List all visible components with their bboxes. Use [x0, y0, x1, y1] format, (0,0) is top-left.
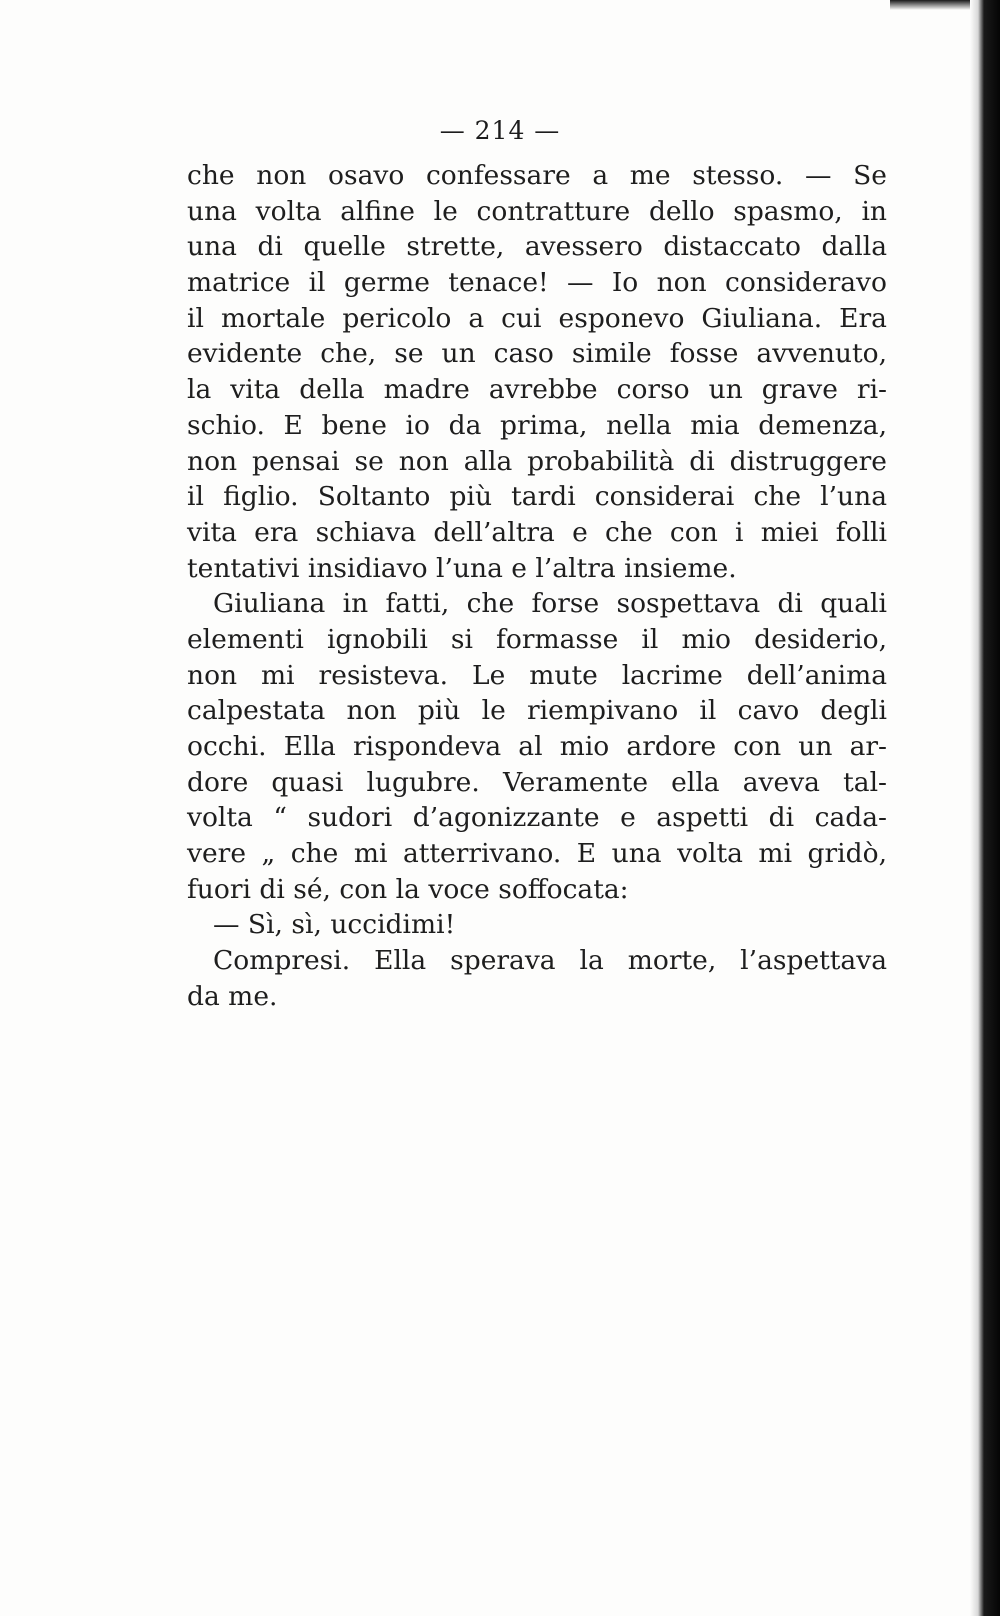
text-line: occhi. Ella rispondeva al mio ardore con un ar-	[187, 731, 887, 762]
text-line: schio. E bene io da prima, nella mia demenza,	[187, 409, 887, 441]
text-line: elementi ignobili si formasse il mio desiderio,	[187, 623, 887, 655]
text-line: la vita della madre avrebbe corso un grave ri-	[187, 374, 887, 406]
text-line: vita era schiava dell’altra e che con i miei folli	[187, 516, 887, 548]
page-number: — 214 —	[439, 116, 561, 145]
text-line: — Sì, sì, uccidimi!	[213, 909, 456, 941]
text-line: non mi resisteva. Le mute lacrime dell’anima	[187, 659, 887, 691]
text-line: dore quasi lugubre. Veramente ella aveva tal-	[187, 766, 887, 798]
text-line: non pensai se non alla probabilità di distruggere	[187, 445, 887, 477]
body-text	[187, 158, 887, 1015]
text-line: una di quelle strette, avessero distaccato dalla	[187, 231, 887, 263]
paragraph	[187, 586, 887, 907]
text-line: volta “ sudori d’agonizzante e aspetti di cada-	[187, 802, 887, 834]
text-line: Giuliana in fatti, che forse sospettava di quali	[213, 588, 887, 620]
text-line: da me.	[187, 980, 278, 1012]
text-line: il figlio. Soltanto più tardi considerai che l’una	[187, 481, 887, 513]
text-line: tentativi insidiavo l’una e l’altra insieme.	[187, 552, 737, 584]
text-line: che non osavo confessare a me stesso. — Se	[187, 160, 887, 191]
paragraph	[187, 907, 887, 943]
text-line: calpestata non più le riempivano il cavo degli	[187, 695, 887, 727]
text-line: evidente che, se un caso simile fosse avvenuto,	[187, 338, 887, 370]
text-line: il mortale pericolo a cui esponevo Giuliana. Era	[187, 302, 887, 334]
text-line: Compresi. Ella sperava la morte, l’aspettava	[213, 945, 887, 977]
text-line: fuori di sé, con la voce soffocata:	[187, 873, 629, 905]
paragraph	[187, 943, 887, 1014]
text-line: una volta alfine le contratture dello spasmo, in	[187, 195, 887, 227]
page-edge-binding-shadow	[970, 0, 1000, 1616]
text-line: matrice il germe tenace! — Io non consideravo	[187, 267, 887, 299]
text-line: vere „ che mi atterrivano. E una volta mi gridò,	[187, 838, 887, 870]
paragraph	[187, 158, 887, 586]
